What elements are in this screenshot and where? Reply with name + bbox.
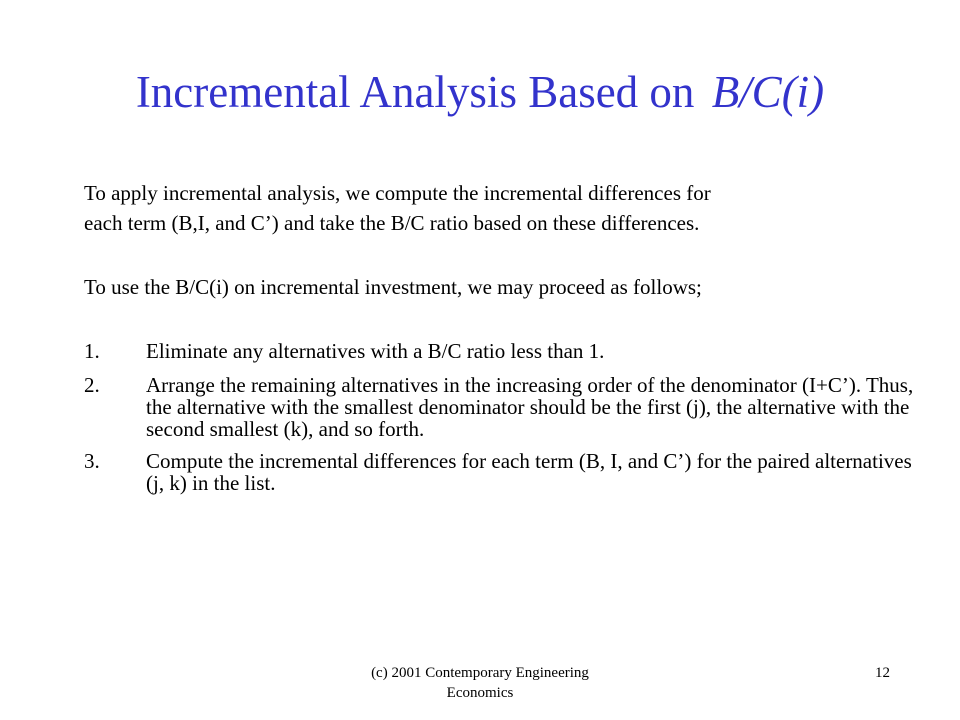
slide-title-main: Incremental Analysis Based on: [135, 67, 695, 117]
intro-paragraph-line-2: each term (B,I, and C’) and take the B/C ratio based on these differences.: [84, 211, 700, 235]
procedure-intro-paragraph: To use the B/C(i) on incremental investment, we may proceed as follows;: [84, 275, 702, 299]
page-number: 12: [875, 665, 890, 681]
slide-title: [0, 62, 960, 122]
procedure-steps-list: [84, 340, 914, 504]
step-number: 2.: [84, 373, 100, 397]
footer-source-line-1: (c) 2001 Contemporary Engineering: [371, 665, 589, 681]
step-number: 3.: [84, 449, 100, 473]
step-text: Arrange the remaining alternatives in the increasing order of the denominator (I+C’). Thus, the alternative with the smallest denominator should be the first (j), the alternative with the second smallest (k), and so forth.: [146, 373, 914, 441]
slide-title-formula: B/C(i): [711, 67, 825, 117]
step-text: Eliminate any alternatives with a B/C ratio less than 1.: [146, 339, 605, 363]
step-text: Compute the incremental differences for each term (B, I, and C’) for the paired alternatives (j, k) in the list.: [146, 449, 912, 495]
step-number: 1.: [84, 339, 100, 363]
footer-source: [320, 663, 640, 703]
footer-source-line-2: Economics: [446, 685, 514, 701]
procedure-step-2: [84, 374, 914, 440]
procedure-step-3: [84, 450, 914, 494]
procedure-step-1: [84, 340, 914, 362]
intro-paragraph-line-1: To apply incremental analysis, we compute the incremental differences for: [84, 181, 711, 205]
